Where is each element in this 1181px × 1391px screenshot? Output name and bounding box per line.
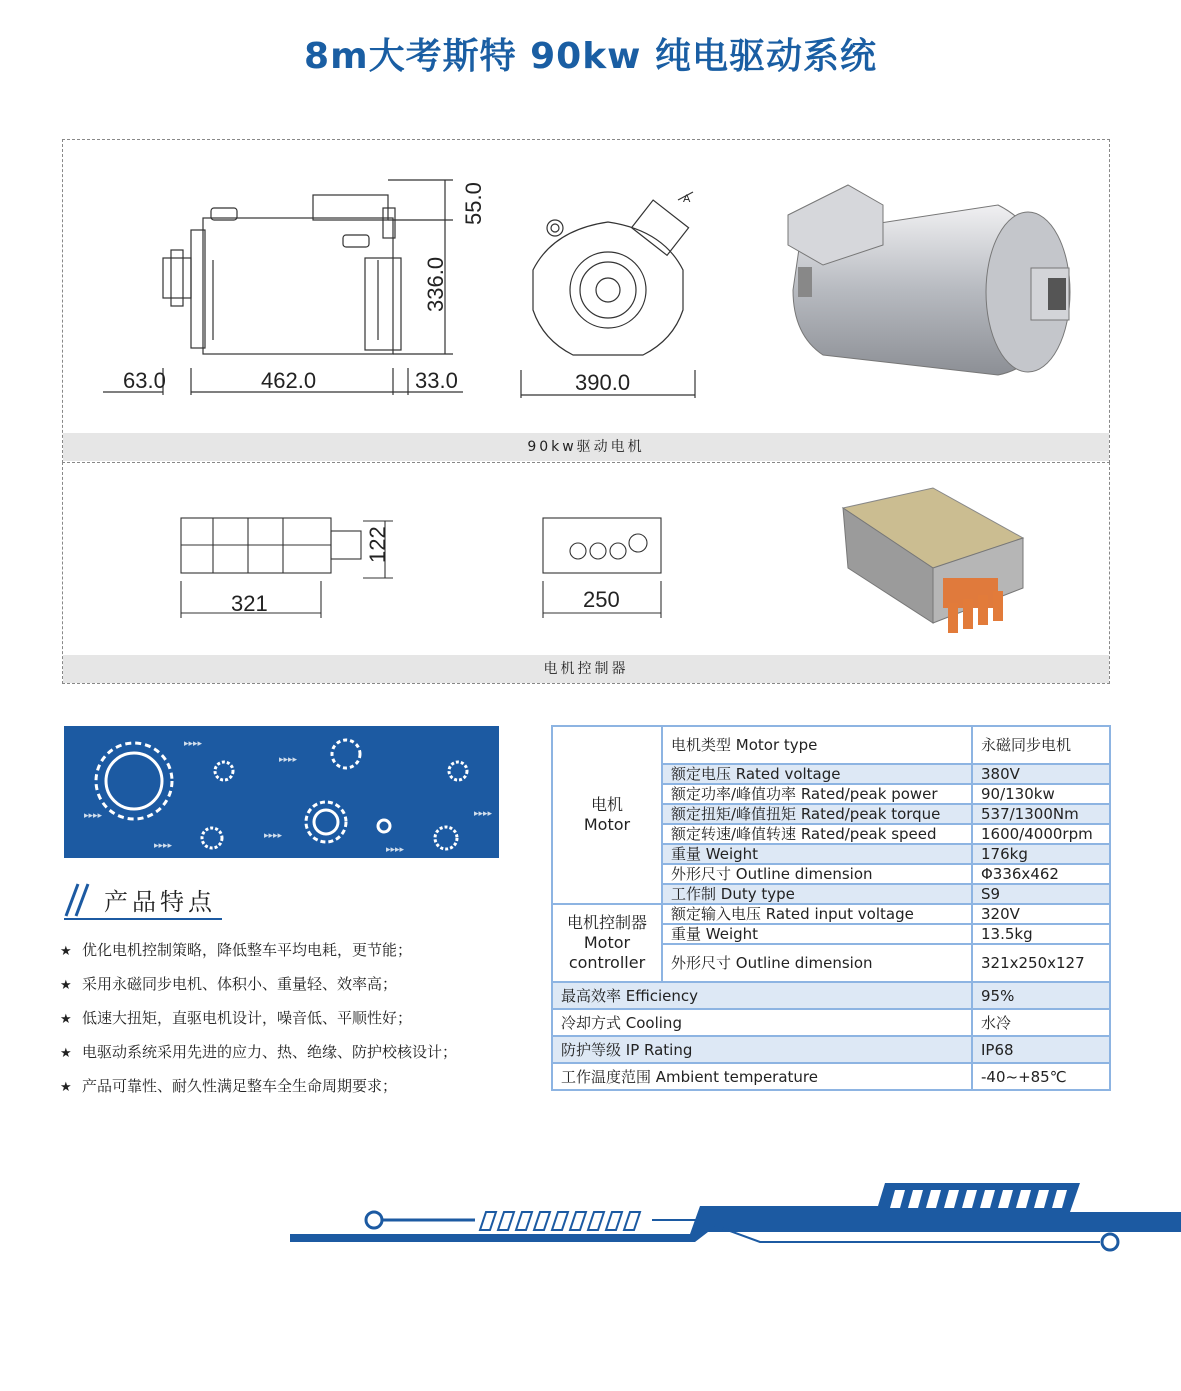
- footer-outline-stripes: [480, 1212, 640, 1230]
- controller-top-view-drawing: [181, 518, 393, 618]
- spec-value: -40~+85℃: [972, 1063, 1110, 1090]
- svg-text:▸▸▸▸: ▸▸▸▸: [154, 840, 173, 850]
- dim-390: 390.0: [575, 370, 631, 395]
- svg-text:▸▸▸▸: ▸▸▸▸: [184, 738, 203, 748]
- gear-icon-4: [449, 762, 467, 780]
- spec-label: 电机类型 Motor type: [662, 726, 972, 764]
- star-icon: ★: [60, 1012, 72, 1027]
- spec-label: 外形尺寸 Outline dimension: [662, 864, 972, 884]
- spec-value: 176kg: [972, 844, 1110, 864]
- controller-3d-render: [843, 488, 1023, 633]
- spec-value: 321x250x127: [972, 944, 1110, 982]
- spec-label: 额定扭矩/峰值扭矩 Rated/peak torque: [662, 804, 972, 824]
- spec-label: 额定功率/峰值功率 Rated/peak power: [662, 784, 972, 804]
- dim-321: 321: [231, 591, 268, 616]
- motor-drawings: [63, 140, 1109, 432]
- spec-value: 95%: [972, 982, 1110, 1009]
- star-icon: ★: [60, 1046, 72, 1061]
- dim-462: 462.0: [261, 368, 317, 393]
- spec-value: IP68: [972, 1036, 1110, 1063]
- list-item: ★ 低速大扭矩，直驱电机设计，噪音低、平顺性好；: [60, 1008, 530, 1042]
- view-arrow-label: A: [683, 193, 691, 205]
- features-heading: [64, 880, 224, 920]
- spec-label: 重量 Weight: [662, 844, 972, 864]
- spec-label: 外形尺寸 Outline dimension: [662, 944, 972, 982]
- list-item: ★ 采用永磁同步电机、体积小、重量轻、效率高；: [60, 974, 530, 1008]
- dim-33: 33.0: [415, 368, 458, 393]
- spec-value: 1600/4000rpm: [972, 824, 1110, 844]
- spec-value: 13.5kg: [972, 924, 1110, 944]
- spec-value: 水冷: [972, 1009, 1110, 1036]
- motor-group-cell: [552, 726, 662, 904]
- gear-banner: [64, 726, 499, 858]
- gear-icon-6: [202, 828, 222, 848]
- spec-label: 额定电压 Rated voltage: [662, 764, 972, 784]
- controller-drawing-panel: [62, 462, 1110, 684]
- svg-text:▸▸▸▸: ▸▸▸▸: [279, 754, 298, 764]
- star-icon: ★: [60, 1080, 72, 1095]
- gear-banner-graphic: [64, 726, 499, 858]
- motor-caption: 90kw驱动电机: [63, 433, 1109, 461]
- spec-value: 320V: [972, 904, 1110, 924]
- dim-336: 336.0: [423, 256, 448, 312]
- spec-value: 永磁同步电机: [972, 726, 1110, 764]
- circle-endpoint-icon: [366, 1212, 382, 1228]
- gear-icon-2: [332, 740, 360, 768]
- spec-label: 工作温度范围 Ambient temperature: [552, 1063, 972, 1090]
- dim-55: 55.0: [461, 182, 486, 225]
- controller-drawings: [63, 463, 1109, 653]
- features-title: 产品特点: [104, 888, 216, 916]
- list-item: ★ 产品可靠性、耐久性满足整车全生命周期要求；: [60, 1076, 530, 1110]
- feature-list: [60, 940, 530, 1110]
- gear-icon-3: [215, 762, 233, 780]
- spec-value: 537/1300Nm: [972, 804, 1110, 824]
- motor-drawing-panel: [62, 139, 1110, 463]
- svg-text:▸▸▸▸: ▸▸▸▸: [386, 844, 405, 854]
- spec-value: 90/130kw: [972, 784, 1110, 804]
- motor-3d-render: [788, 185, 1070, 375]
- gear-icon-5: [306, 802, 346, 842]
- svg-text:▸▸▸▸: ▸▸▸▸: [264, 830, 283, 840]
- features-title-underline: [64, 918, 222, 920]
- star-icon: ★: [60, 978, 72, 993]
- dim-63: 63.0: [123, 368, 166, 393]
- page-title: 8m大考斯特 90kw 纯电驱动系统: [304, 36, 877, 77]
- controller-caption: 电机控制器: [63, 655, 1109, 683]
- spec-label: 防护等级 IP Rating: [552, 1036, 972, 1063]
- motor-front-view-drawing: [521, 192, 695, 398]
- motor-group-label: 电机 Motor: [583, 795, 631, 834]
- spec-value: S9: [972, 884, 1110, 904]
- spec-table: [551, 725, 1111, 1091]
- star-icon: ★: [60, 944, 72, 959]
- slash-decor-icon: [64, 880, 98, 918]
- spec-value: 380V: [972, 764, 1110, 784]
- spec-label: 额定输入电压 Rated input voltage: [662, 904, 972, 924]
- spec-label: 工作制 Duty type: [662, 884, 972, 904]
- spec-label: 冷却方式 Cooling: [552, 1009, 972, 1036]
- motor-side-view-drawing: [103, 180, 463, 395]
- gear-icon-7: [435, 827, 457, 849]
- circle-endpoint-icon: [1102, 1234, 1118, 1250]
- spec-label: 重量 Weight: [662, 924, 972, 944]
- svg-text:▸▸▸▸: ▸▸▸▸: [84, 810, 103, 820]
- spec-label: 最高效率 Efficiency: [552, 982, 972, 1009]
- dim-250: 250: [583, 587, 620, 612]
- controller-group-cell: [552, 904, 662, 982]
- list-item: ★ 优化电机控制策略，降低整车平均电耗，更节能；: [60, 940, 530, 974]
- spec-value: Φ336x462: [972, 864, 1110, 884]
- footer-decoration: [0, 1175, 1181, 1265]
- svg-text:▸▸▸▸: ▸▸▸▸: [474, 808, 493, 818]
- spec-label: 额定转速/峰值转速 Rated/peak speed: [662, 824, 972, 844]
- list-item: ★ 电驱动系统采用先进的应力、热、绝缘、防护校核设计；: [60, 1042, 530, 1076]
- dim-122: 122: [365, 526, 390, 563]
- controller-group-label: 电机控制器 Motor controller: [566, 913, 647, 972]
